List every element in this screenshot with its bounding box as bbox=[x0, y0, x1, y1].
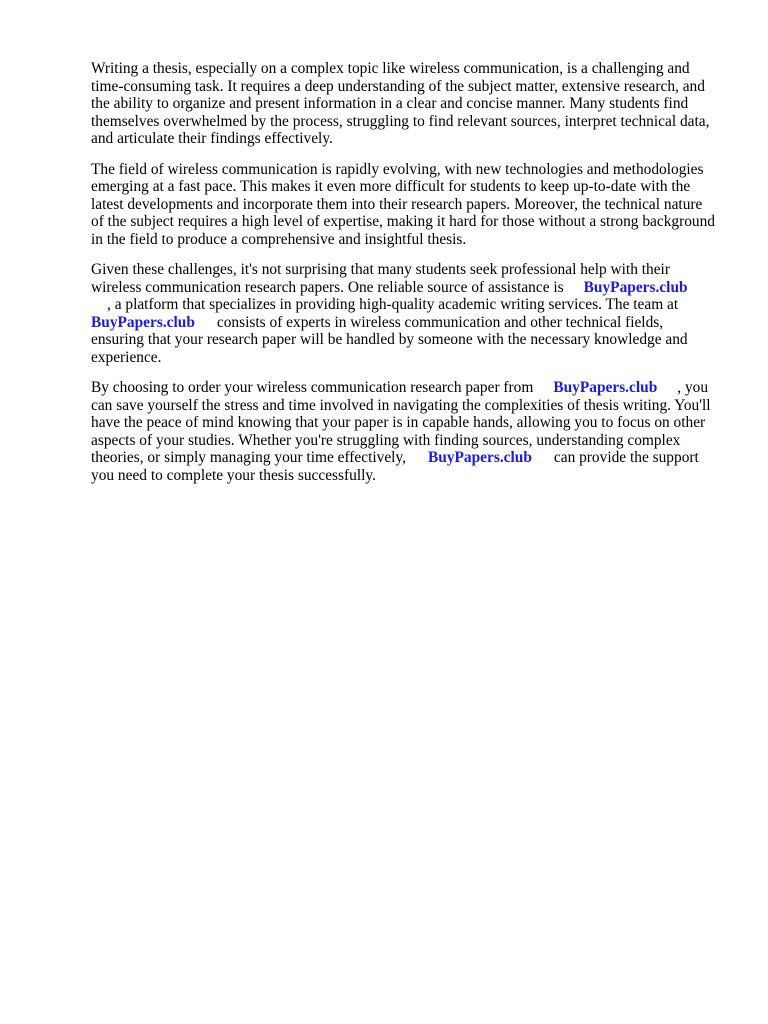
text-line: Writing a thesis, especially on a complex topic like wireless communication, is a challenging and bbox=[91, 60, 690, 77]
text-line bbox=[91, 449, 731, 467]
text-line: in the field to produce a comprehensive and insightful thesis. bbox=[91, 230, 467, 248]
text-line: experience. bbox=[91, 348, 162, 366]
buypapers-link[interactable]: BuyPapers.club bbox=[91, 313, 195, 331]
text-segment: can provide the support bbox=[553, 449, 699, 466]
text-line: you need to complete your thesis successfully. bbox=[91, 466, 376, 484]
paragraph-4 bbox=[91, 379, 731, 484]
paragraph-1 bbox=[91, 60, 731, 148]
buypapers-link[interactable]: BuyPapers.club bbox=[583, 278, 688, 296]
text-line: Given these challenges, it's not surprising that many students seek professional help with their bbox=[91, 261, 670, 278]
text-line bbox=[91, 379, 731, 397]
text-line: of the subject requires a high level of expertise, making it hard for those without a strong background bbox=[91, 213, 716, 230]
text-line: ensuring that your research paper will be handled by someone with the necessary knowledge and bbox=[91, 331, 688, 348]
text-line bbox=[91, 314, 731, 332]
text-line: and articulate their findings effectively. bbox=[91, 130, 333, 147]
text-segment: By choosing to order your wireless communication research paper from bbox=[91, 379, 534, 396]
text-segment: , a platform that specializes in providing high-quality academic writing services. The team at bbox=[107, 296, 679, 313]
paragraph-2 bbox=[91, 161, 731, 249]
text-line: The field of wireless communication is rapidly evolving, with new technologies and methodologies bbox=[91, 160, 704, 178]
document-body bbox=[91, 60, 731, 497]
paragraph-3 bbox=[91, 261, 731, 366]
text-segment: consists of experts in wireless communication and other technical fields, bbox=[216, 313, 664, 331]
buypapers-link[interactable]: BuyPapers.club bbox=[553, 379, 658, 396]
text-line: latest developments and incorporate them into their research papers. Moreover, the technical nature bbox=[91, 195, 703, 213]
buypapers-link[interactable]: BuyPapers.club bbox=[428, 449, 532, 466]
text-line: can save yourself the stress and time involved in navigating the complexities of thesis writing. You'll bbox=[91, 396, 711, 414]
text-line bbox=[91, 279, 731, 297]
text-line: the ability to organize and present information in a clear and concise manner. Many students find bbox=[91, 95, 689, 112]
text-line: emerging at a fast pace. This makes it even more difficult for students to keep up-to-date with the bbox=[91, 178, 691, 195]
text-segment: wireless communication research papers. One reliable source of assistance is bbox=[91, 278, 564, 296]
text-segment: , you bbox=[677, 379, 709, 396]
text-line: themselves overwhelmed by the process, struggling to find relevant sources, interpret technical data, bbox=[91, 112, 710, 130]
text-line: aspects of your studies. Whether you're struggling with finding sources, understanding complex bbox=[91, 431, 681, 449]
text-line: have the peace of mind knowing that your paper is in capable hands, allowing you to focus on other bbox=[91, 414, 706, 431]
text-segment: theories, or simply managing your time effectively, bbox=[91, 449, 406, 466]
text-line: time-consuming task. It requires a deep understanding of the subject matter, extensive research, and bbox=[91, 77, 705, 95]
text-line bbox=[91, 296, 731, 314]
